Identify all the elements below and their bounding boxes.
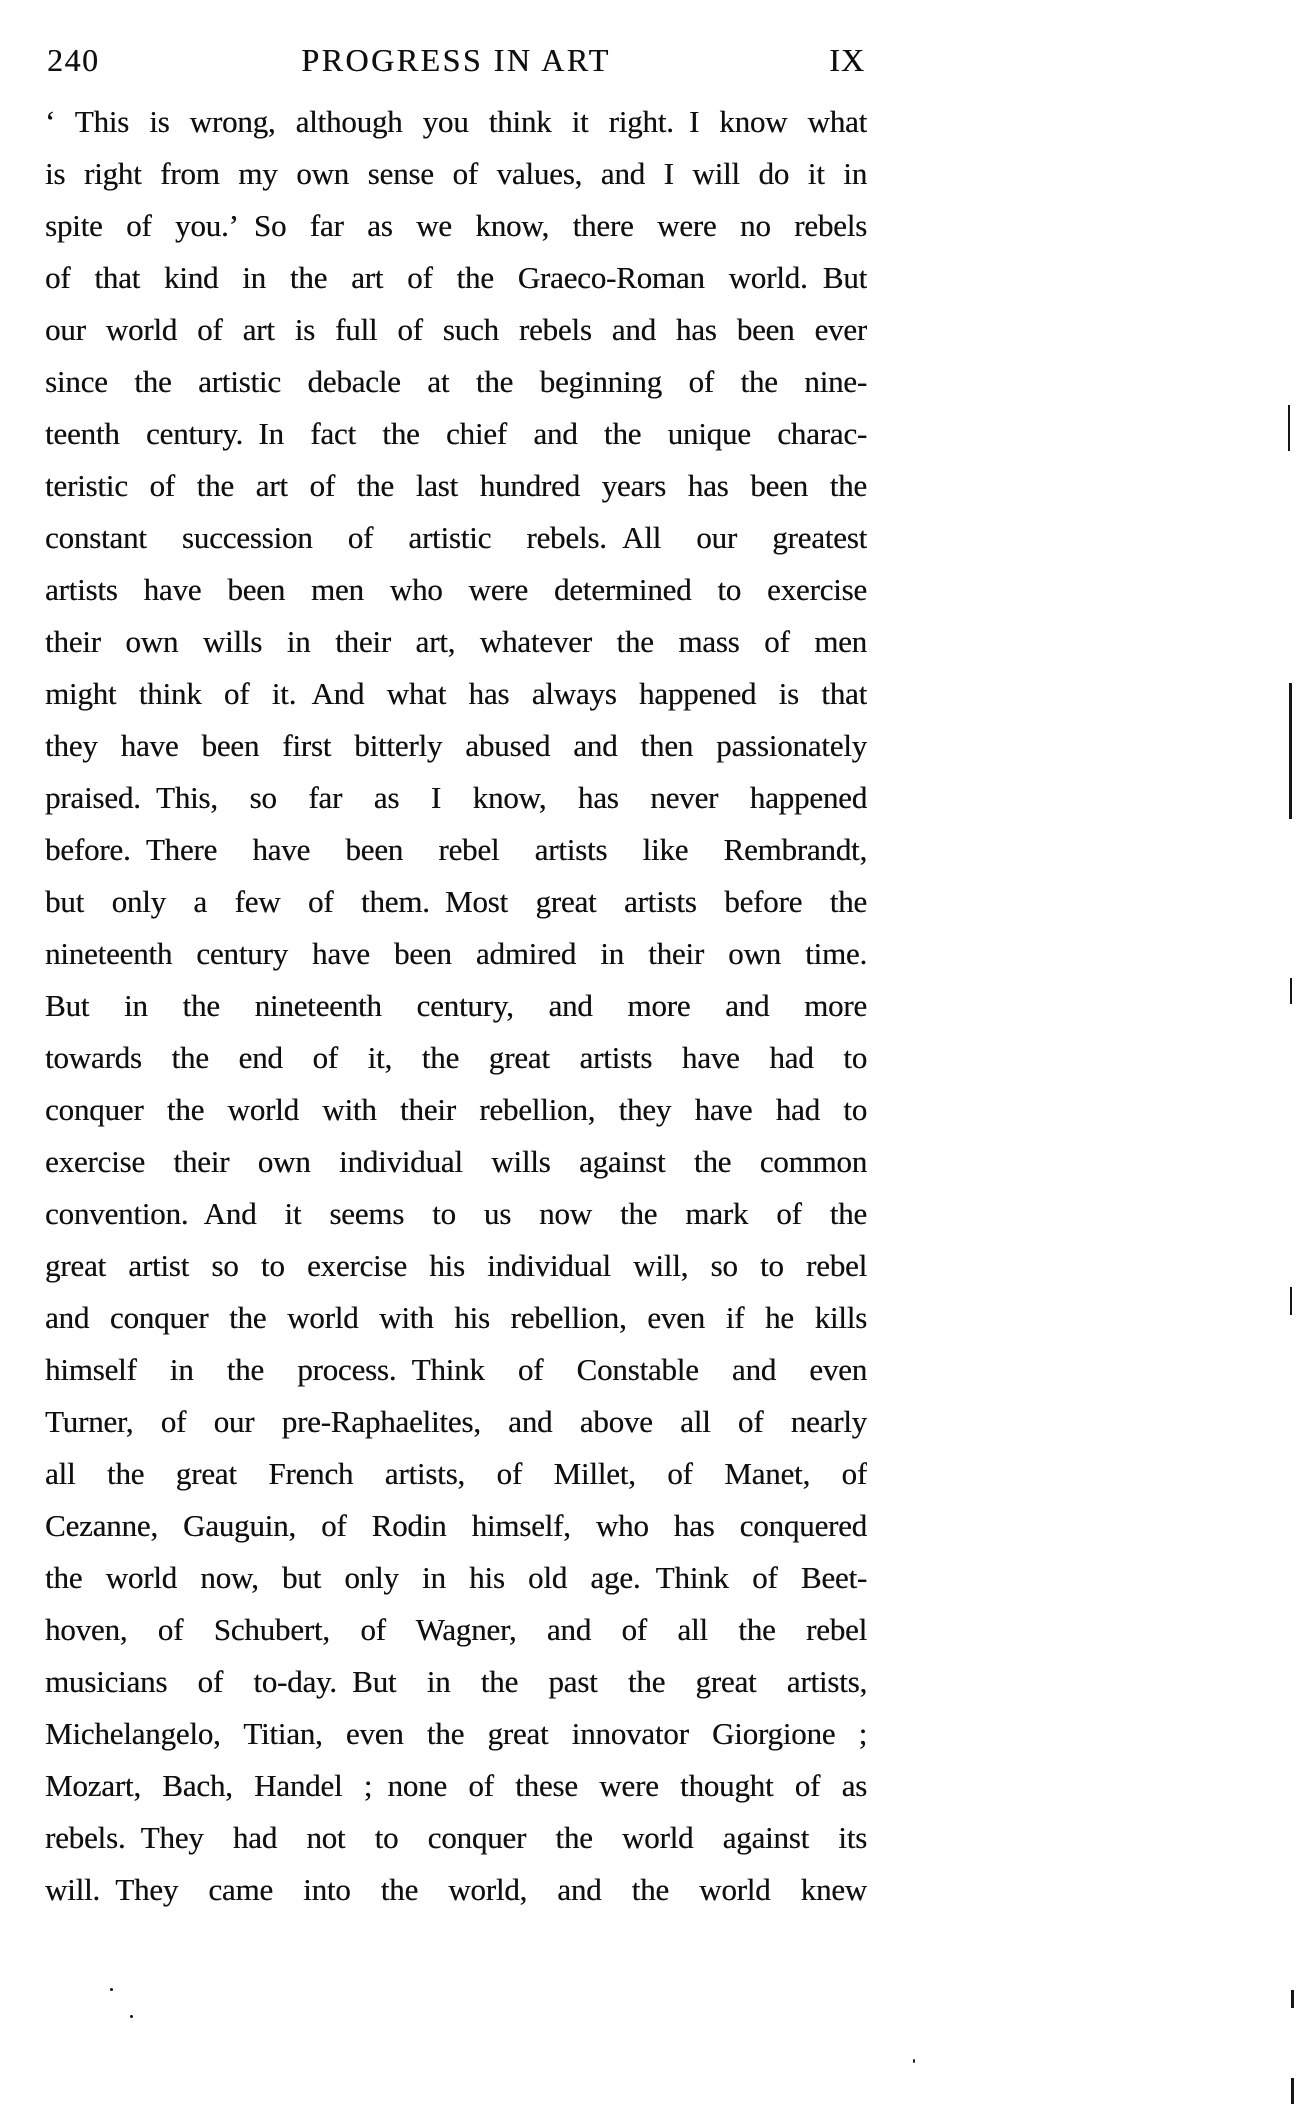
text-line: artists have been men who were determined to exercise [45,572,867,607]
text-line: teenth century. In fact the chief and the unique charac- [45,416,867,451]
text-line: might think of it. And what has always happened is that [45,676,867,711]
text-line: their own wills in their art, whatever the mass of men [45,624,867,659]
text-line: our world of art is full of such rebels and has been ever [45,312,867,347]
text-line: spite of you.’ So far as we know, there were no rebels [45,208,867,243]
text-line: of that kind in the art of the Graeco-Roman world. But [45,260,867,295]
text-line: hoven, of Schubert, of Wagner, and of all the rebel [45,1612,867,1647]
text-line: conquer the world with their rebellion, they have had to [45,1092,867,1127]
text-line: great artist so to exercise his individual will, so to rebel [45,1248,867,1283]
text-line: nineteenth century have been admired in their own time. [45,936,867,971]
text-line: But in the nineteenth century, and more and more [45,988,867,1023]
text-line: since the artistic debacle at the beginning of the nine- [45,364,867,399]
body-text [45,96,867,1916]
scan-speck [110,1988,113,1991]
text-line: himself in the process. Think of Constable and even [45,1352,867,1387]
text-line: Cezanne, Gauguin, of Rodin himself, who has conquered [45,1508,867,1543]
scan-speck [130,2015,133,2018]
text-line: teristic of the art of the last hundred years has been the [45,468,867,503]
text-line: Mozart, Bach, Handel ; none of these were thought of as [45,1768,867,1803]
text-line: and conquer the world with his rebellion, even if he kills [45,1300,867,1335]
scan-speck [913,2059,915,2063]
text-line: musicians of to-day. But in the past the great artists, [45,1664,867,1699]
running-title: PROGRESS IN ART [301,42,611,78]
scan-artifact [1291,1990,1294,2008]
text-line: constant succession of artistic rebels. All our greatest [45,520,867,555]
text-line: the world now, but only in his old age. Think of Beet- [45,1560,867,1595]
text-line: they have been first bitterly abused and then passionately [45,728,867,763]
text-line: ‘ This is wrong, although you think it right. I know what [45,104,867,139]
scan-artifact [1291,2078,1294,2104]
text-line: exercise their own individual wills against the common [45,1144,867,1179]
text-line: but only a few of them. Most great artists before the [45,884,867,919]
text-line: will. They came into the world, and the world knew [45,1872,867,1907]
text-line: all the great French artists, of Millet, of Manet, of [45,1456,867,1491]
page-header [45,42,867,84]
scan-artifact [1290,1287,1292,1315]
text-line: Michelangelo, Titian, even the great innovator Giorgione ; [45,1716,867,1751]
page-number: 240 [47,42,100,78]
scan-artifact [1288,405,1290,451]
scan-artifact [1289,683,1292,819]
text-line: praised. This, so far as I know, has never happened [45,780,867,815]
text-line: towards the end of it, the great artists have had to [45,1040,867,1075]
text-line: is right from my own sense of values, and I will do it in [45,156,867,191]
text-line: Turner, of our pre-Raphaelites, and above all of nearly [45,1404,867,1439]
text-line: before. There have been rebel artists like Rembrandt, [45,832,867,867]
scan-artifact [1290,978,1292,1004]
text-line: rebels. They had not to conquer the world against its [45,1820,867,1855]
text-line: convention. And it seems to us now the mark of the [45,1196,867,1231]
chapter-numeral: IX [829,42,865,78]
